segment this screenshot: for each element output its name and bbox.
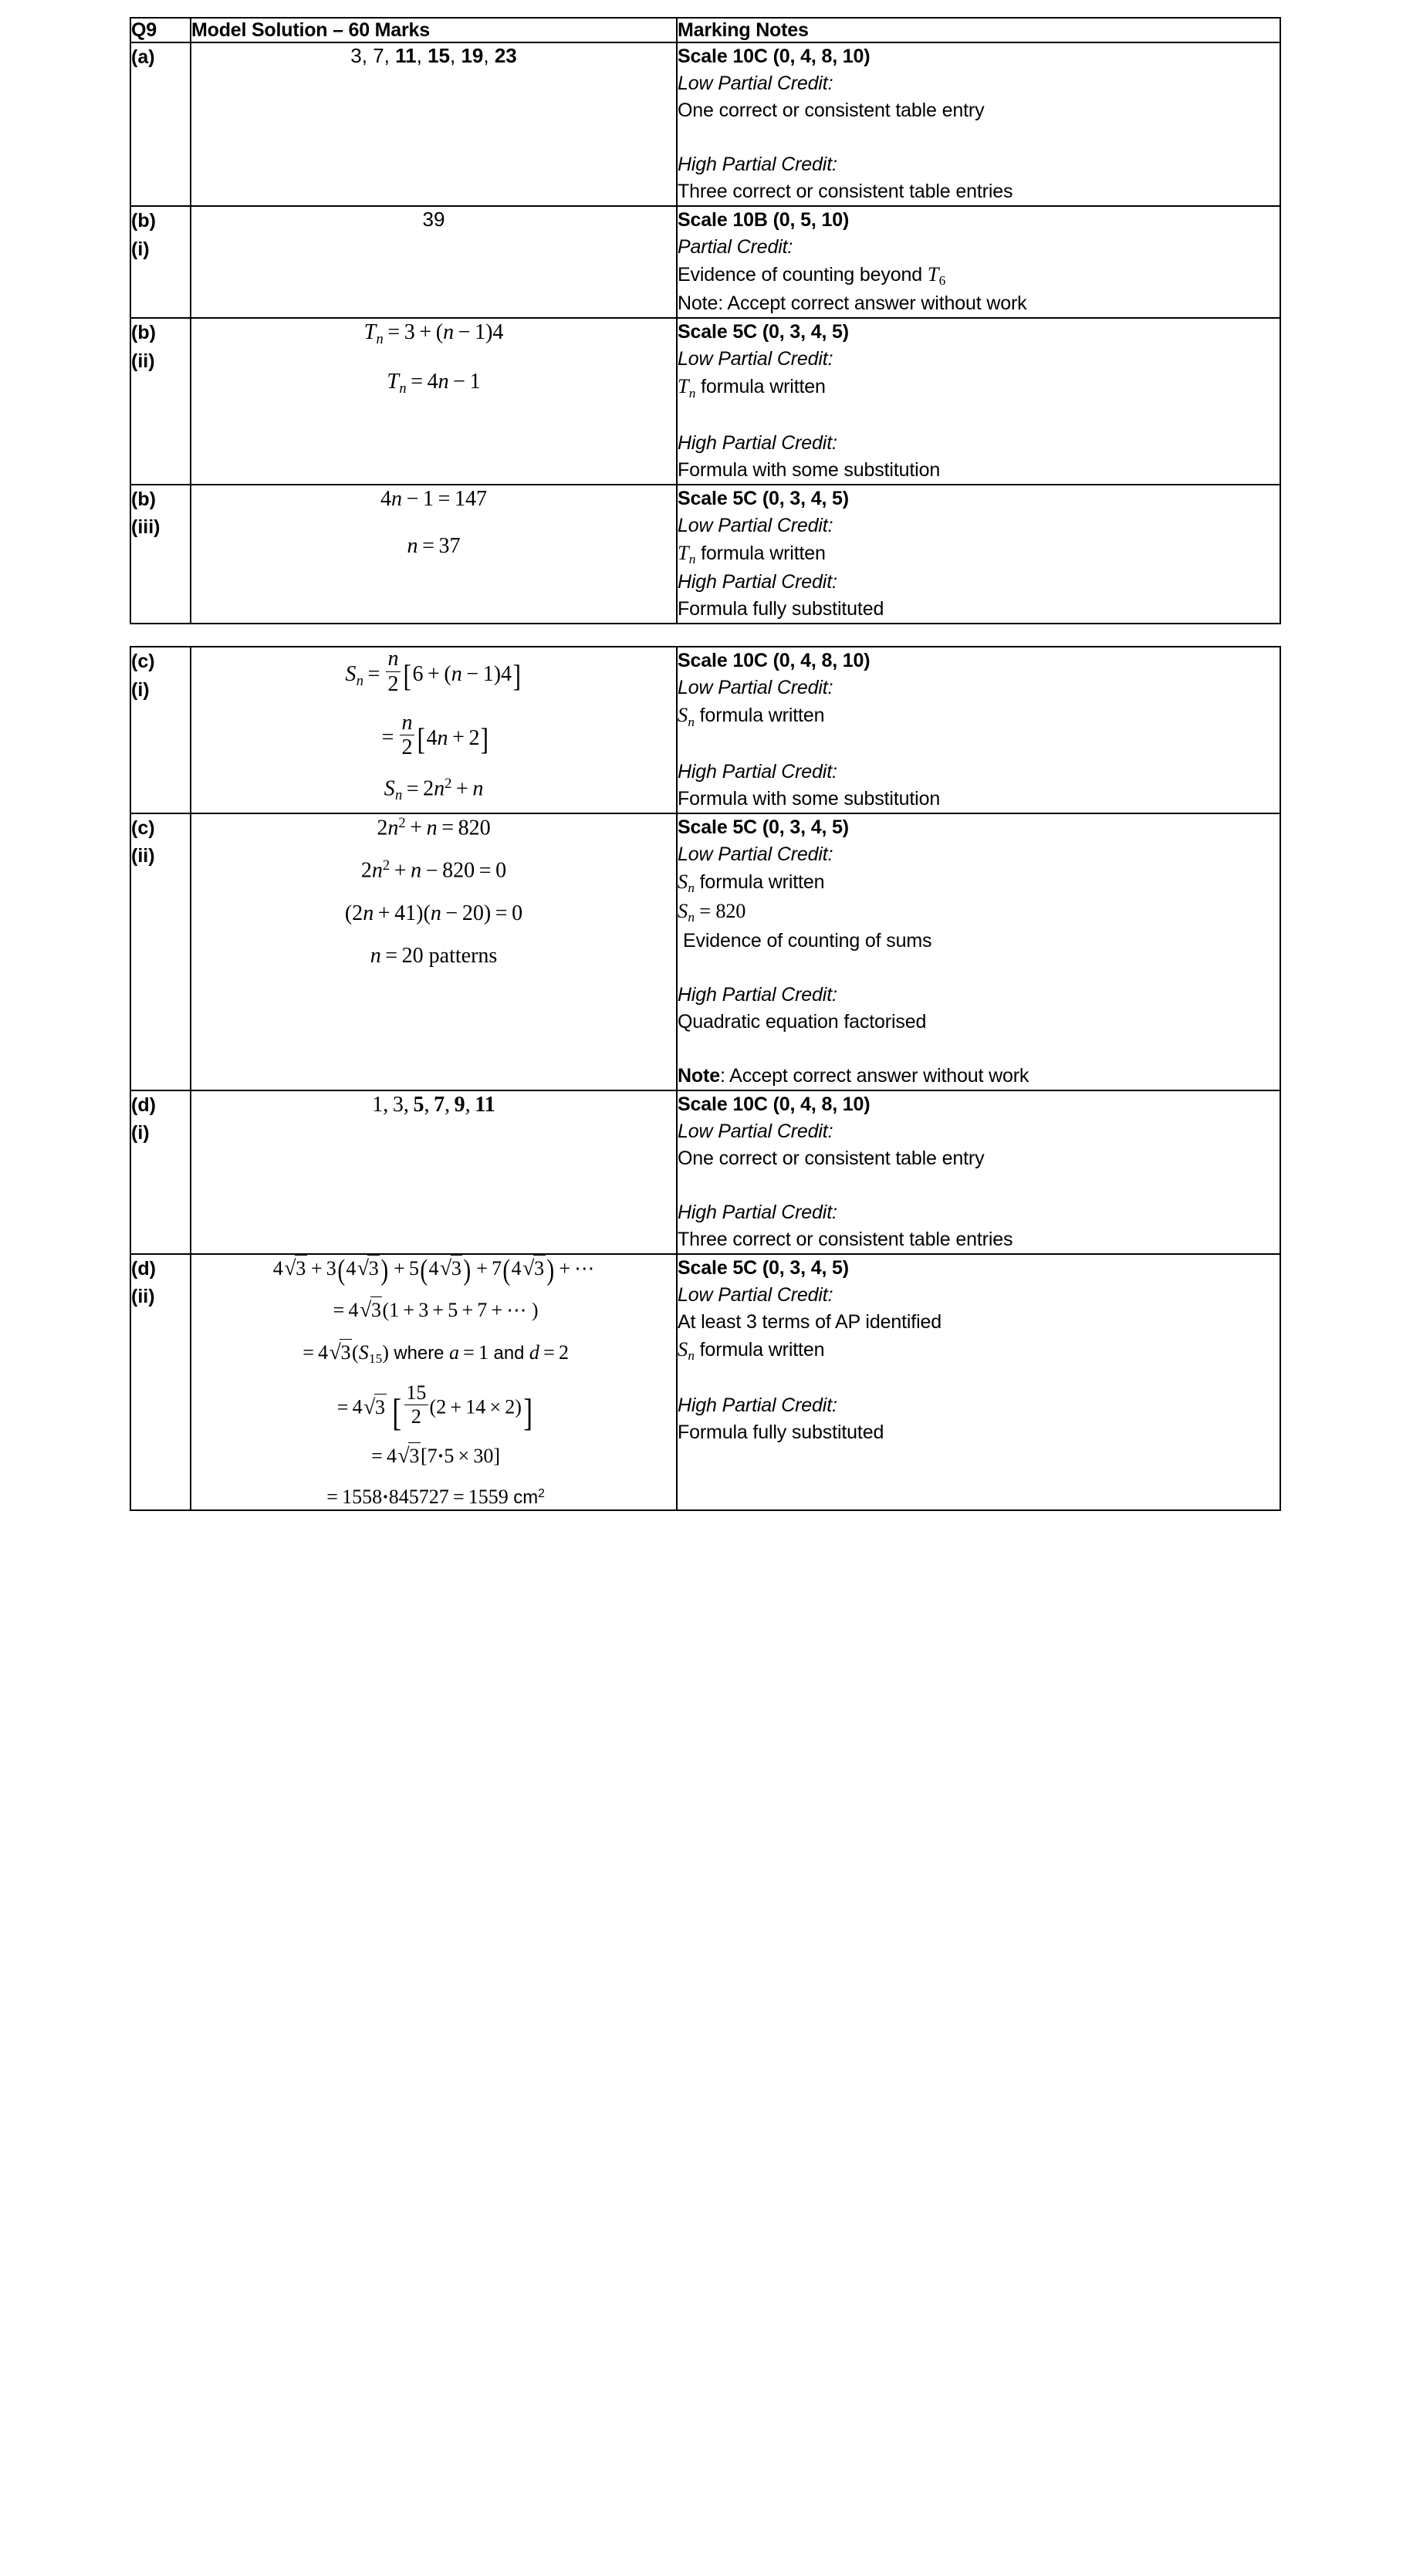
credit-detail: One correct or consistent table entry	[678, 100, 985, 121]
scale-label: Scale 10B (0, 5, 10)	[678, 209, 850, 231]
row-label-d-i	[130, 1090, 191, 1254]
question-label: Q9	[131, 19, 157, 41]
scale-label: Scale 5C (0, 3, 4, 5)	[678, 321, 849, 343]
high-partial-credit-label: High Partial Credit:	[678, 154, 837, 175]
notes-b-i	[677, 206, 1280, 318]
solution-c-i	[191, 647, 677, 813]
notes-b-iii	[677, 485, 1280, 624]
blank-line	[678, 1365, 1280, 1392]
solution-a	[191, 42, 677, 206]
notes-b-ii	[677, 318, 1280, 484]
formula-line: Sn = $\frac{n}{2}$ [6 + (n − 1)4]	[345, 647, 522, 696]
part-label: (b)	[131, 322, 156, 344]
row-label-d-ii	[130, 1254, 191, 1511]
notes-d-ii	[677, 1254, 1280, 1511]
credit-detail: Tn formula written	[678, 375, 826, 401]
credit-detail: Three correct or consistent table entries	[678, 1228, 1013, 1250]
blank-line	[678, 403, 1280, 430]
blank-line	[678, 124, 1280, 151]
row-label-b-iii	[130, 485, 191, 624]
solution-c-ii	[191, 813, 677, 1090]
credit-detail: Quadratic equation factorised	[678, 1010, 927, 1033]
scale-label: Scale 5C (0, 3, 4, 5)	[678, 816, 849, 838]
row-label-a	[130, 42, 191, 206]
credit-detail: Sn formula written	[678, 704, 825, 729]
subpart-label: (ii)	[131, 350, 155, 372]
table-row	[130, 813, 1280, 1090]
credit-detail: Formula fully substituted	[678, 598, 884, 620]
high-partial-credit-label: High Partial Credit:	[678, 1394, 837, 1417]
scale-label: Scale 5C (0, 3, 4, 5)	[678, 1256, 849, 1279]
part-label: (b)	[131, 210, 156, 232]
solution-d-ii	[191, 1254, 677, 1511]
low-partial-credit-label: Low Partial Credit:	[678, 1283, 833, 1306]
solution-b-iii	[191, 485, 677, 624]
credit-detail: Evidence of counting of sums	[683, 929, 932, 952]
formula-line: n = 37	[407, 533, 461, 558]
table-row	[130, 318, 1280, 484]
credit-detail: Sn formula written	[678, 1337, 825, 1363]
notes-c-ii	[677, 813, 1280, 1090]
table-separator-gap	[130, 624, 1280, 646]
table-header-row	[130, 18, 1280, 42]
formula-line: n = 20 patterns	[370, 943, 498, 968]
subpart-label: (i)	[131, 238, 150, 260]
credit-detail: Evidence of counting beyond T6	[678, 263, 946, 289]
subpart-label: (ii)	[131, 845, 155, 867]
solution-d-i	[191, 1090, 677, 1254]
header-cell-solution	[191, 18, 677, 42]
solution-column-heading: Model Solution – 60 Marks	[191, 19, 430, 41]
credit-detail: Formula with some substitution	[678, 787, 941, 810]
formula-line: = $\frac{n}{2}$ [4n + 2]	[381, 710, 489, 760]
row-label-c-ii	[130, 813, 191, 1090]
scale-label: Scale 10C (0, 4, 8, 10)	[678, 650, 871, 672]
formula-line: = 4√3(S15) where a = 1 and d = 2	[303, 1339, 569, 1366]
formula-line: = 4√3 [ $\frac{15}{2}$ (2 + 14 × 2)]	[336, 1381, 533, 1434]
credit-detail: Formula with some substitution	[678, 458, 941, 481]
scale-label: Scale 10C (0, 4, 8, 10)	[678, 1093, 871, 1115]
credit-detail: At least 3 terms of AP identified	[678, 1310, 942, 1333]
note-detail: Note: Accept correct answer without work	[678, 1064, 1029, 1087]
subpart-label: (i)	[131, 1122, 150, 1144]
answer-value: 39	[422, 208, 445, 231]
solution-b-ii	[191, 318, 677, 484]
credit-detail: Tn formula written	[678, 541, 826, 567]
scale-label: Scale 10C (0, 4, 8, 10)	[678, 46, 871, 67]
formula-line: Tn = 3 + (n − 1)4	[363, 320, 504, 347]
table-row	[130, 1254, 1280, 1511]
table-row	[130, 1090, 1280, 1254]
formula-line: $2n^2 + n - 820 = 0$	[360, 857, 507, 883]
part-label: (c)	[131, 816, 155, 839]
header-cell-notes	[677, 18, 1280, 42]
formula-line: 4√3 + 3(4√3) + 5(4√3) + 7(4√3) + ⋯	[272, 1253, 595, 1286]
formula-line: 4n − 1 = 147	[380, 486, 487, 511]
credit-detail: Sn formula written	[678, 870, 825, 895]
formula-line: Tn = 4n − 1	[387, 370, 481, 396]
notes-d-i	[677, 1090, 1280, 1254]
high-partial-credit-label: High Partial Credit:	[678, 760, 837, 783]
row-label-b-i	[130, 206, 191, 318]
notes-c-i	[677, 647, 1280, 813]
table-row	[130, 485, 1280, 624]
formula-line: = 4√3[7·5 × 30]	[367, 1442, 500, 1469]
subpart-label: (iii)	[131, 516, 161, 539]
marking-table-lower	[130, 646, 1281, 1511]
part-label: (d)	[131, 1257, 156, 1280]
low-partial-credit-label: Low Partial Credit:	[678, 73, 833, 94]
subpart-label: (ii)	[131, 1286, 155, 1308]
header-cell-question	[130, 18, 191, 42]
solution-b-i	[191, 206, 677, 318]
part-label: (a)	[131, 46, 155, 68]
notes-column-heading: Marking Notes	[678, 19, 809, 41]
row-label-c-i	[130, 647, 191, 813]
marking-table-upper	[130, 17, 1281, 624]
sequence-d-i: 1, 3, 5, 7, 9, 11	[372, 1092, 495, 1117]
credit-detail: Three correct or consistent table entries	[678, 181, 1013, 202]
high-partial-credit-label: High Partial Credit:	[678, 571, 837, 593]
blank-line	[678, 1036, 1280, 1063]
table-row	[130, 647, 1280, 813]
low-partial-credit-label: Low Partial Credit:	[678, 514, 833, 536]
scale-label: Scale 5C (0, 3, 4, 5)	[678, 487, 849, 509]
blank-line	[678, 955, 1280, 982]
low-partial-credit-label: Low Partial Credit:	[678, 1120, 833, 1142]
blank-line	[678, 732, 1280, 759]
credit-detail: Sn = 820	[678, 900, 746, 925]
row-label-b-ii	[130, 318, 191, 484]
sequence-a: 3, 7, 11, 15, 19, 23	[350, 44, 517, 67]
subpart-label: (i)	[131, 678, 150, 701]
formula-line: $2n^2 + n = 820$	[377, 814, 491, 840]
high-partial-credit-label: High Partial Credit:	[678, 983, 837, 1006]
credit-detail: Formula fully substituted	[678, 1422, 884, 1444]
credit-detail: One correct or consistent table entry	[678, 1147, 985, 1169]
formula-line: = 1558·845727 = 1559 $cm^2$	[326, 1485, 545, 1508]
note-detail: Note: Accept correct answer without work	[678, 292, 1027, 315]
table-row	[130, 42, 1280, 206]
low-partial-credit-label: Low Partial Credit:	[678, 677, 833, 699]
blank-line	[678, 1172, 1280, 1199]
high-partial-credit-label: High Partial Credit:	[678, 1201, 837, 1223]
notes-a	[677, 42, 1280, 206]
low-partial-credit-label: Low Partial Credit:	[678, 843, 833, 865]
formula-line: = 4√3(1 + 3 + 5 + 7 + ⋯ )	[329, 1296, 538, 1323]
part-label: (b)	[131, 488, 156, 510]
part-label: (c)	[131, 651, 155, 673]
low-partial-credit-label: Low Partial Credit:	[678, 348, 833, 370]
high-partial-credit-label: High Partial Credit:	[678, 431, 837, 454]
formula-line: (2n + 41)(n − 20) = 0	[344, 901, 523, 925]
table-row	[130, 206, 1280, 318]
formula-line: $Sn = 2n^2 + n$	[384, 776, 484, 803]
part-label: (d)	[131, 1094, 156, 1116]
partial-credit-label: Partial Credit:	[678, 236, 793, 258]
